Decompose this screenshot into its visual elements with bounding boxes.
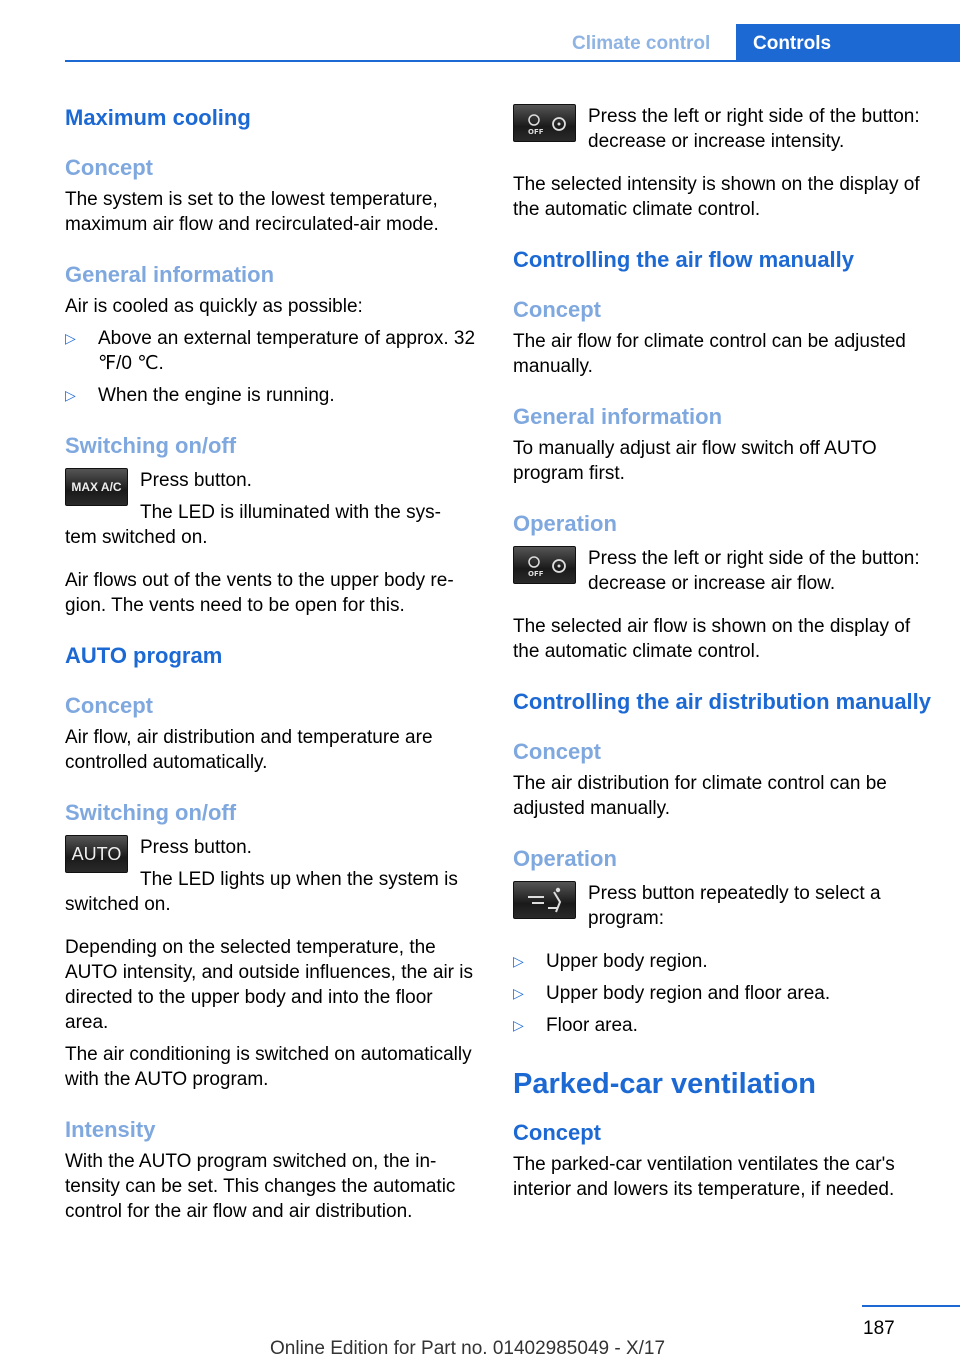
heading-auto-program: AUTO program [65,643,223,668]
heading-air-distribution-manual: Controlling the air distribution manually [513,689,932,714]
list-item: ▷ Upper body region. [513,951,708,972]
fan-off-button-icon [513,104,576,142]
air-distribution-instruction [513,881,933,931]
heading-maximum-cooling: Maximum cooling [65,105,251,130]
page-number: 187 [863,1318,895,1339]
general-information-text: Air is cooled as quickly as possible: [65,296,363,317]
heading-general-information: General information [513,404,723,429]
footer-edition-text: Online Edition for Part no. 01402985049 - X/17 [270,1338,666,1359]
heading-concept: Concept [513,297,601,322]
air-distribution-button-icon [513,881,576,919]
heading-switching-on-off: Switching on/off [65,800,237,825]
led-text-start: The LED is illuminated with the sys- [140,502,441,523]
triangle-bullet-icon: ▷ [513,985,524,1001]
air-flow-text: Air flows out of the vents to the upper body region. The vents need to be open for this. [65,570,454,616]
intensity-instruction-text: Press the left or right side of the button: decrease or increase intensity. [588,106,920,152]
parked-car-concept-text: The parked-car ventilation ventilates the car's interior and lowers its temperature, if needed. [513,1154,895,1200]
air-distribution-instruction-text: Press button repeatedly to select a program: [588,883,881,929]
selected-air-flow-text: The selected air flow is shown on the display of the automatic climate control. [513,616,911,662]
triangle-bullet-icon: ▷ [513,953,524,969]
heading-switching-on-off: Switching on/off [65,433,237,458]
heading-intensity: Intensity [65,1117,156,1142]
svg-text:OFF: OFF [528,570,544,578]
intensity-instruction [513,104,933,154]
press-button-text: Press button. [140,470,252,491]
triangle-bullet-icon: ▷ [513,1017,524,1033]
auto-concept-text: Air flow, air distribution and temperature are controlled automatically. [65,727,433,773]
air-flow-general-text: To manually adjust air flow switch off AUTO program first. [513,438,877,484]
press-button-text: Press button. [140,837,252,858]
maxac-instruction [65,468,480,525]
triangle-bullet-icon: ▷ [65,387,76,403]
heading-operation: Operation [513,511,617,536]
air-flow-instruction-text: Press the left or right side of the button: decrease or increase air flow. [588,548,920,594]
air-distribution-concept-text: The air distribution for climate control can be adjusted manually. [513,773,887,819]
distribution-program-list [513,949,933,1038]
list-item: ▷ Above an external temperature of approx. 32 ℉/0 ℃. [65,328,476,374]
heading-concept: Concept [65,693,153,718]
led-auto-text-start: The LED lights up when the system is [140,869,458,890]
auto-instruction [65,835,480,892]
svg-text:OFF: OFF [528,128,544,136]
heading-parked-car-ventilation: Parked-car ventilation [513,1068,816,1100]
heading-concept: Concept [513,1120,601,1145]
fan-off-button-icon [513,546,576,584]
air-conditioning-text: The air conditioning is switched on automatically with the AUTO program. [65,1044,472,1090]
heading-general-information: General information [65,262,275,287]
left-column [65,100,480,1224]
right-column [513,100,933,1202]
led-auto-text: switched on. [65,894,171,915]
list-item: ▷ Floor area. [513,1015,638,1036]
selected-intensity-text: The selected intensity is shown on the display of the automatic climate control. [513,174,920,220]
conditions-list [65,326,480,408]
max-ac-button-icon: MAX A/C [65,468,128,506]
header-rule [65,60,960,62]
heading-concept: Concept [65,155,153,180]
depending-text: Depending on the selected temperature, the AUTO intensity, and outside influences, the air is directed to the upper body and into the floor area. [65,937,474,1033]
heading-air-flow-manual: Controlling the air flow manually [513,247,855,272]
triangle-bullet-icon: ▷ [65,330,76,346]
footer-rule [862,1305,960,1307]
auto-button-icon: AUTO [65,835,128,873]
header-tab [736,24,960,62]
concept-text: The system is set to the lowest temperature, maximum air flow and recirculated-air mode. [65,189,439,235]
air-flow-concept-text: The air flow for climate control can be adjusted manually. [513,331,906,377]
header-section-title: Climate control [572,33,711,54]
intensity-text: With the AUTO program switched on, the intensity can be set. This changes the automatic control for the air flow and air distribution. [65,1151,456,1222]
heading-concept: Concept [513,739,601,764]
header-tab-label: Controls [753,33,832,54]
air-flow-instruction [513,546,933,596]
list-item: ▷ When the engine is running. [65,385,335,406]
heading-operation: Operation [513,846,617,871]
led-text: tem switched on. [65,527,208,548]
list-item: ▷ Upper body region and floor area. [513,983,831,1004]
